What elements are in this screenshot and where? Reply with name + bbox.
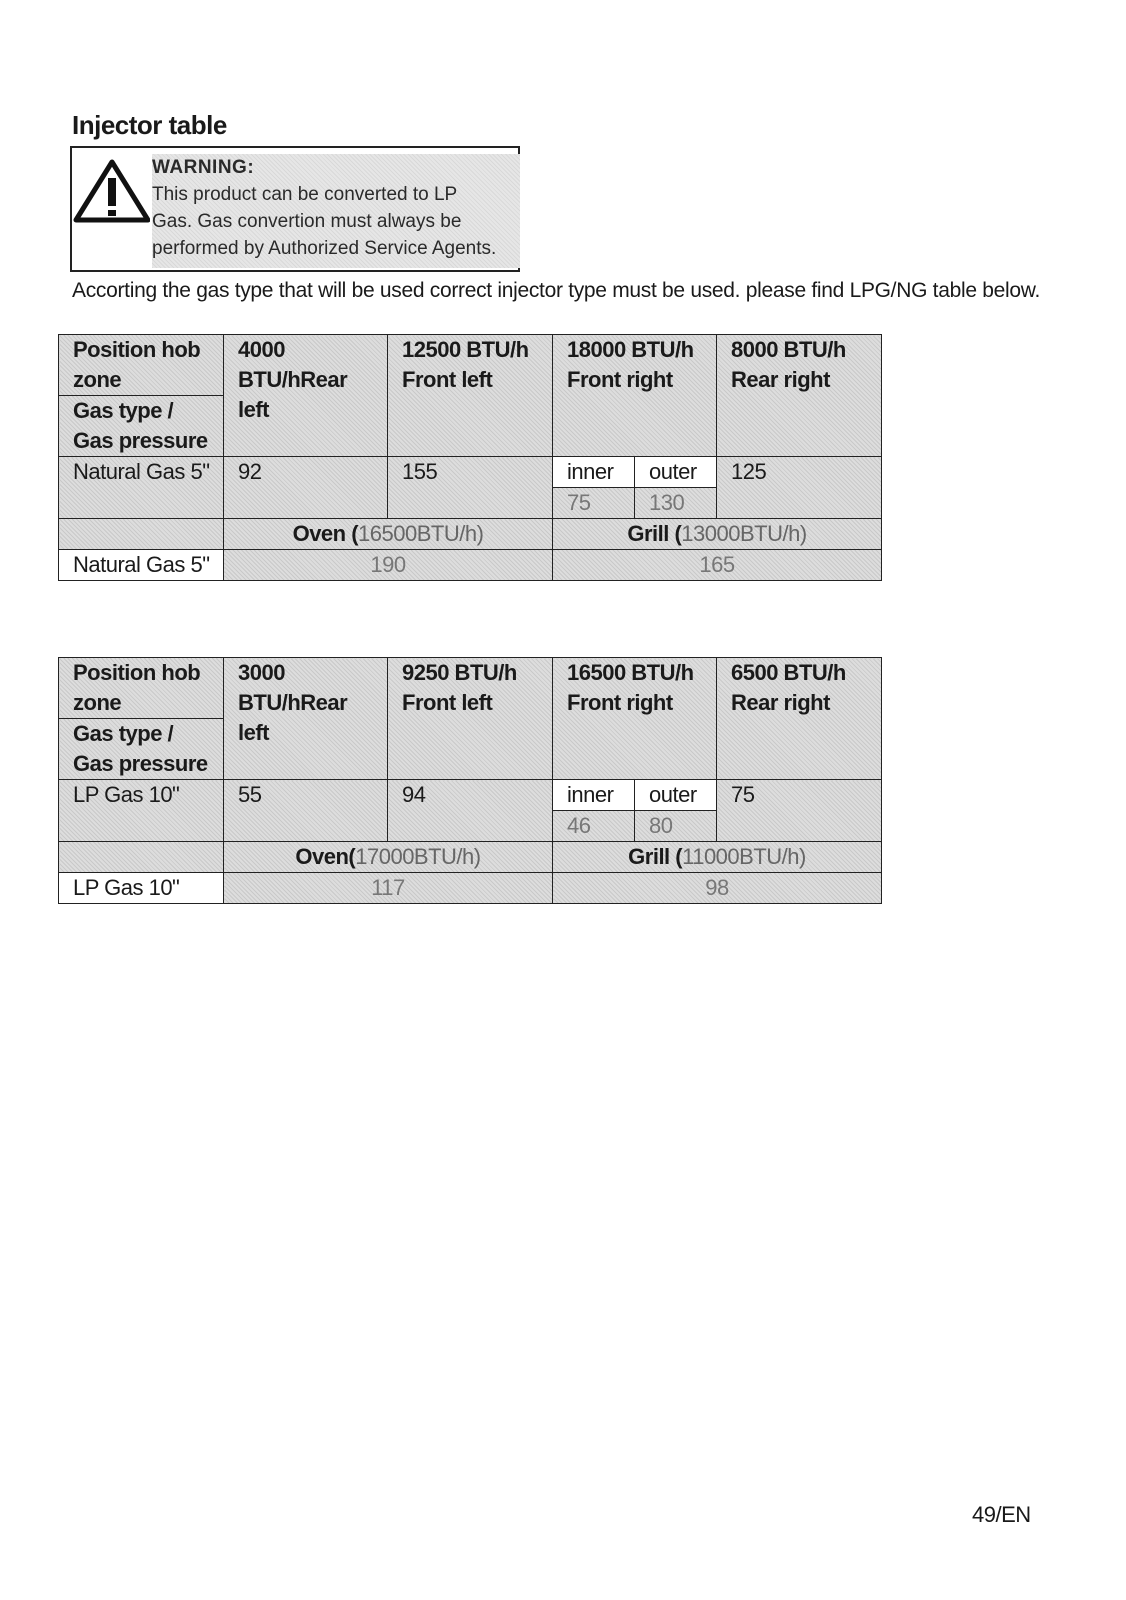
outer-value: 130	[635, 488, 717, 519]
zone-rear-right-header: 6500 BTU/h Rear right	[717, 658, 882, 780]
warning-icon	[72, 148, 150, 270]
warning-line: performed by Authorized Service Agents.	[152, 238, 497, 259]
grill-header: Grill (13000BTU/h)	[553, 519, 882, 550]
oven-value: 117	[224, 873, 553, 904]
intro-paragraph: Accorting the gas type that will be used correct injector type must be used. please find LPG/NG table below.	[72, 279, 1040, 302]
oven-value: 190	[224, 550, 553, 581]
warning-box	[70, 146, 520, 272]
gas-type-cell: LP Gas 10"	[59, 873, 224, 904]
inner-value: 46	[553, 811, 635, 842]
oven-header: Oven(17000BTU/h)	[224, 842, 553, 873]
position-header: Position hob zone	[59, 335, 224, 396]
zone-front-right-header: 18000 BTU/h Front right	[553, 335, 717, 457]
zone-front-left-header: 12500 BTU/h Front left	[388, 335, 553, 457]
position-header: Position hob zone	[59, 658, 224, 719]
zone-front-left-header: 9250 BTU/h Front left	[388, 658, 553, 780]
zone-rear-right-header: 8000 BTU/h Rear right	[717, 335, 882, 457]
gas-type-cell: LP Gas 10"	[59, 780, 224, 842]
value-cell: 155	[388, 457, 553, 519]
inner-label: inner	[553, 780, 635, 811]
empty-cell	[59, 519, 224, 550]
value-cell: 75	[717, 780, 882, 842]
zone-rear-left-header: 4000 BTU/hRear left	[224, 335, 388, 457]
value-cell: 125	[717, 457, 882, 519]
gas-type-cell: Natural Gas 5"	[59, 457, 224, 519]
warning-title: WARNING:	[152, 157, 255, 178]
grill-value: 165	[553, 550, 882, 581]
outer-value: 80	[635, 811, 717, 842]
outer-label: outer	[635, 780, 717, 811]
grill-value: 98	[553, 873, 882, 904]
outer-label: outer	[635, 457, 717, 488]
inner-value: 75	[553, 488, 635, 519]
injector-table-natural-gas	[58, 334, 882, 581]
zone-rear-left-header: 3000 BTU/hRear left	[224, 658, 388, 780]
page-title: Injector table	[72, 110, 227, 140]
gas-type-cell: Natural Gas 5"	[59, 550, 224, 581]
warning-text	[152, 154, 520, 268]
value-cell: 55	[224, 780, 388, 842]
injector-table-lp-gas	[58, 657, 882, 904]
gas-type-header: Gas type / Gas pressure	[59, 396, 224, 457]
zone-front-right-header: 16500 BTU/h Front right	[553, 658, 717, 780]
empty-cell	[59, 842, 224, 873]
gas-type-header: Gas type / Gas pressure	[59, 719, 224, 780]
warning-line: Gas. Gas convertion must always be	[152, 211, 462, 232]
oven-header: Oven (16500BTU/h)	[224, 519, 553, 550]
page-number: 49/EN	[972, 1502, 1031, 1527]
value-cell: 92	[224, 457, 388, 519]
value-cell: 94	[388, 780, 553, 842]
warning-line: This product can be converted to LP	[152, 184, 458, 205]
grill-header: Grill (11000BTU/h)	[553, 842, 882, 873]
inner-label: inner	[553, 457, 635, 488]
